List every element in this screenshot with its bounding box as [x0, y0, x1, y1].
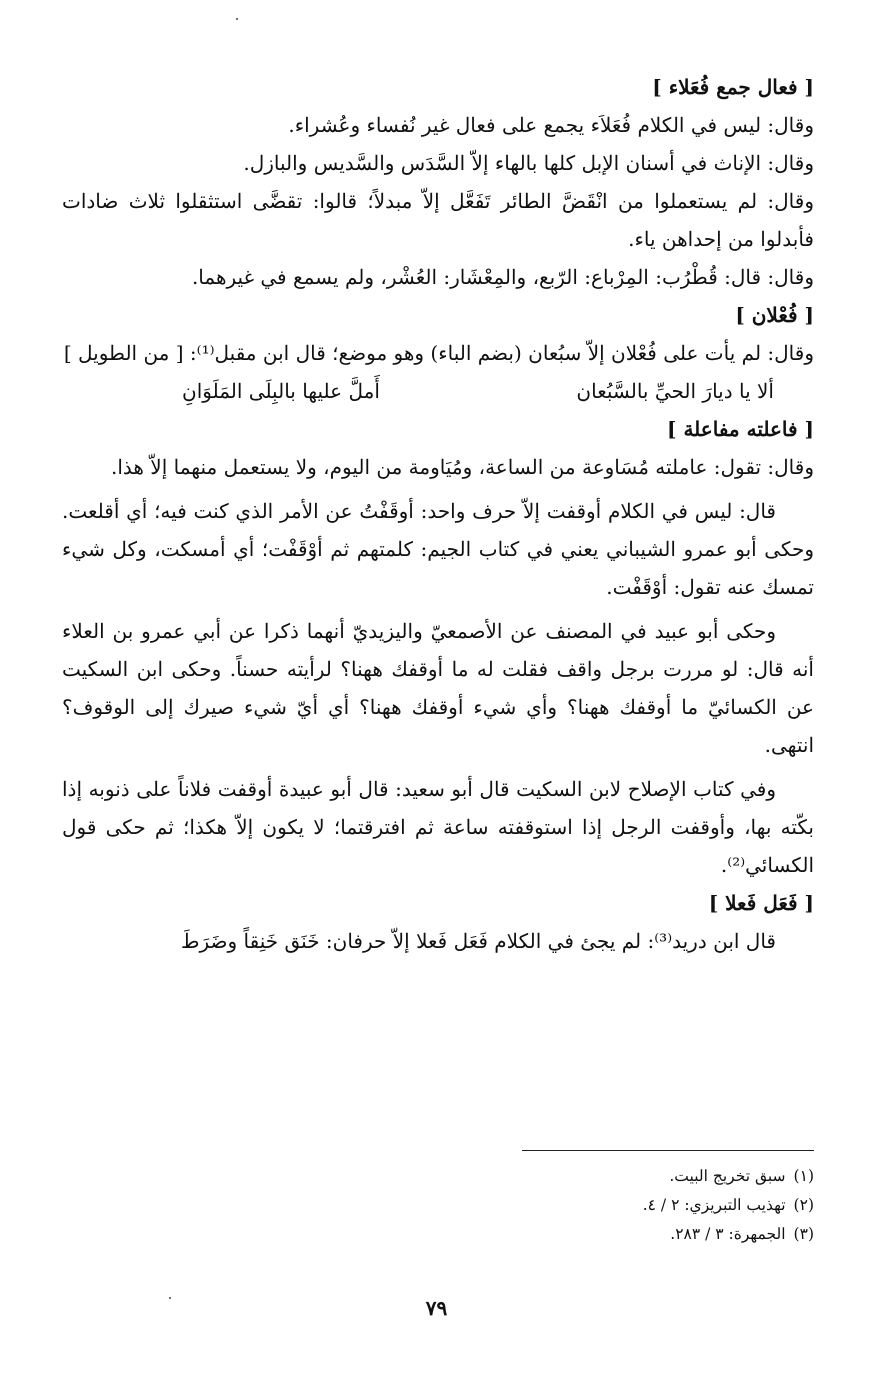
- footnote: [462, 1220, 814, 1249]
- footnote-number: (٣): [793, 1225, 814, 1243]
- paragraph: قال: ليس في الكلام أوقفت إلاّ حرف واحد: أوقَفْتُ عن الأمر الذي كنت فيه؛ أي أقلعت. وحكى أبو عمرو الشيباني يعني في كتاب الجيم: كلمتهم ثم أوْقَفْت؛ أي أمسكت، وكل شيء تمسك عنه تقول: أوْقَفْت.: [62, 499, 814, 599]
- scan-speck: [169, 1297, 171, 1299]
- scan-speck: [236, 18, 238, 20]
- footnote-text: الجمهرة: ٣ / ٢٨٣.: [670, 1225, 786, 1243]
- paragraph: وحكى أبو عبيد في المصنف عن الأصمعيّ واليزيديّ أنهما ذكرا عن أبي عمرو بن العلاء أنه قال: لو مررت برجل واقف فقلت له ما أوقفك ههنا؟ لرأيته حسناً. وحكى ابن السكيت عن الكسائيّ ما أوقفك ههنا؟ وأي شيء أوقفك ههنا؟ أي أيّ شيء صيرك إلى الوقوف؟ انتهى.: [62, 619, 814, 757]
- section-heading: [ فَعَل فَعلا ]: [708, 891, 814, 915]
- paragraph: وقال: الإناث في أسنان الإبل كلها بالهاء إلاّ السَّدَس والسَّديس والبازل.: [243, 151, 814, 175]
- paragraph: وقال: قال: قُطْرُب: المِرْباع: الرّبع، والمِعْشَار: العُشْر، ولم يسمع في غيرهما.: [191, 265, 814, 289]
- footnote: [462, 1162, 814, 1191]
- footnote-number: (٢): [793, 1196, 814, 1214]
- section-heading: [ فعال جمع فُعَلاء ]: [652, 75, 814, 99]
- main-text-column: [62, 68, 814, 960]
- footnote-separator: [522, 1150, 814, 1151]
- section-heading: [ فاعلته مفاعلة ]: [667, 417, 814, 441]
- footnotes: [462, 1162, 814, 1249]
- verse-first-hemistich: ألا يا ديارَ الحيِّ بالسَّبُعان: [576, 379, 774, 403]
- paragraph: وقال: ليس في الكلام فُعَلاَء يجمع على فعال غير نُفساء وعُشراء.: [288, 113, 814, 137]
- page-number: ٧٩: [425, 1296, 448, 1320]
- paragraph: قال ابن دريد⁽³⁾: لم يجئ في الكلام فَعَل فَعلا إلاّ حرفان: خَنَق خَنِقاً وضَرَطَ: [180, 929, 776, 953]
- footnote-text: تهذيب التبريزي: ٢ / ٤.: [642, 1196, 786, 1214]
- footnote-number: (١): [793, 1167, 814, 1185]
- paragraph: وقال: لم يستعملوا من انْقَضَّ الطائر تَفَعَّل إلاّ مبدلاً؛ قالوا: تقضَّى استثقلوا ثلاث ضادات فأبدلوا من إحداهن ياء.: [62, 189, 814, 251]
- paragraph: وقال: تقول: عاملته مُسَاوعة من الساعة، ومُيَاومة من اليوم، ولا يستعمل منهما إلاّ هذا.: [110, 455, 814, 479]
- section-heading: [ فُعْلان ]: [735, 303, 814, 327]
- footnote: [462, 1191, 814, 1220]
- poem-verse: [62, 372, 814, 410]
- paragraph: وقال: لم يأت على فُعْلان إلاّ سبُعان (بضم الباء) وهو موضع؛ قال ابن مقبل⁽¹⁾: [ من الطويل ]: [63, 341, 814, 365]
- footnote-text: سبق تخريج البيت.: [669, 1167, 786, 1185]
- paragraph: وفي كتاب الإصلاح لابن السكيت قال أبو سعيد: قال أبو عبيدة أوقفت فلاناً على ذنوبه إذا بكّته بها، وأوقفت الرجل إذا استوقفته ساعة ثم افترقتما؛ لا يكون إلاّ هكذا؛ ثم حكى قول الكسائي⁽²⁾.: [62, 777, 814, 877]
- verse-second-hemistich: أَملَّ عليها بالبِلَى المَلَوَانِ: [182, 379, 380, 403]
